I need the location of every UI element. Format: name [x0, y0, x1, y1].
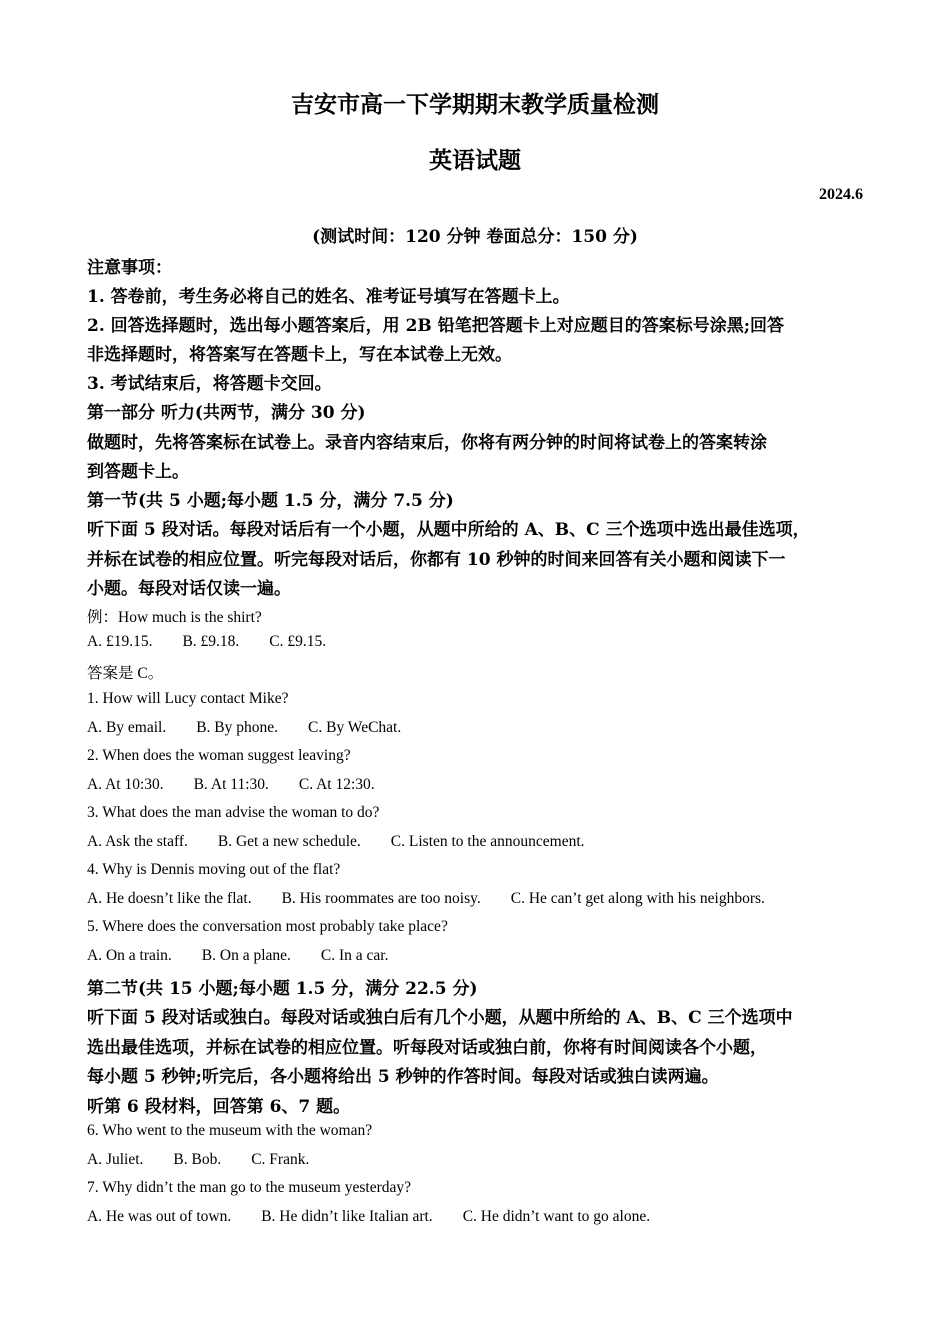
section2-instruction-line-1: 听下面 5 段对话或独白。每段对话或独白后有几个小题，从题中所给的 A、B、C 三个选项中 — [87, 1008, 793, 1028]
example-options — [87, 633, 356, 651]
question-7-options — [87, 1208, 680, 1226]
question-5-options — [87, 947, 418, 965]
option-c: C. Frank. — [251, 1151, 310, 1168]
section1-instruction-line-3: 小题。每段对话仅读一遍。 — [87, 579, 291, 599]
notes-heading: 注意事项： — [87, 258, 172, 278]
question-6-options — [87, 1151, 339, 1169]
option-b: B. His roommates are too noisy. — [281, 890, 481, 907]
section1-instruction-line-2: 并标在试卷的相应位置。听完每段对话后，你都有 10 秒钟的时间来回答有关小题和阅读下一 — [87, 550, 786, 570]
question-1-options — [87, 719, 431, 737]
section2-heading: 第二节(共 15 小题;每小题 1.5 分，满分 22.5 分) — [87, 979, 478, 999]
option-a: A. By email. — [87, 719, 167, 736]
example-question: 例：How much is the shirt? — [87, 609, 262, 626]
option-a: A. Juliet. — [87, 1151, 144, 1168]
example-answer: 答案是 C。 — [87, 665, 164, 682]
option-a: A. £19.15. — [87, 633, 153, 650]
option-c: C. He didn’t want to go alone. — [462, 1208, 651, 1225]
option-c: C. At 12:30. — [298, 776, 375, 793]
option-b: B. By phone. — [196, 719, 279, 736]
question-7: 7. Why didn’t the man go to the museum yesterday? — [87, 1179, 412, 1196]
section1-instruction-line-1: 听下面 5 段对话。每段对话后有一个小题，从题中所给的 A、B、C 三个选项中选出最佳选项， — [87, 520, 810, 540]
question-1: 1. How will Lucy contact Mike? — [87, 690, 289, 707]
option-a: A. He was out of town. — [87, 1208, 232, 1225]
option-a: A. Ask the staff. — [87, 833, 188, 850]
question-4: 4. Why is Dennis moving out of the flat? — [87, 861, 341, 878]
option-c: C. He can’t get along with his neighbors. — [510, 890, 765, 907]
option-a: A. At 10:30. — [87, 776, 164, 793]
option-c: C. In a car. — [320, 947, 389, 964]
option-a: A. He doesn’t like the flat. — [87, 890, 252, 907]
material-6-heading: 听第 6 段材料，回答第 6、7 题。 — [87, 1097, 351, 1117]
notes-item-2-line-1: 2. 回答选择题时，选出每小题答案后，用 2B 铅笔把答题卡上对应题目的答案标号涂黑;回答 — [87, 316, 784, 336]
option-b: B. He didn’t like Italian art. — [261, 1208, 433, 1225]
part1-instruction-line-1: 做题时，先将答案标在试卷上。录音内容结束后，你将有两分钟的时间将试卷上的答案转涂 — [87, 433, 767, 453]
question-6: 6. Who went to the museum with the woman? — [87, 1122, 373, 1139]
option-b: B. Bob. — [173, 1151, 222, 1168]
question-2-options — [87, 776, 405, 794]
part1-instruction-line-2: 到答题卡上。 — [87, 462, 189, 482]
part1-heading: 第一部分 听力(共两节，满分 30 分) — [87, 403, 366, 423]
option-b: B. At 11:30. — [193, 776, 269, 793]
section2-instruction-line-2: 选出最佳选项，并标在试卷的相应位置。听每段对话或独白前，你将有时间阅读各个小题， — [87, 1038, 767, 1058]
question-3-options — [87, 833, 615, 851]
question-4-options — [87, 890, 795, 908]
notes-item-3: 3. 考试结束后，将答题卡交回。 — [87, 374, 332, 394]
option-b: B. On a plane. — [201, 947, 291, 964]
notes-item-1: 1. 答卷前，考生务必将自己的姓名、准考证号填写在答题卡上。 — [87, 287, 570, 307]
question-2: 2. When does the woman suggest leaving? — [87, 747, 351, 764]
option-b: B. Get a new schedule. — [217, 833, 361, 850]
question-3: 3. What does the man advise the woman to do? — [87, 804, 380, 821]
subject-title: 英语试题 — [429, 147, 521, 174]
exam-title: 吉安市高一下学期期末教学质量检测 — [291, 91, 659, 118]
question-5: 5. Where does the conversation most probably take place? — [87, 918, 448, 935]
option-c: C. By WeChat. — [308, 719, 402, 736]
notes-item-2-line-2: 非选择题时，将答案写在答题卡上，写在本试卷上无效。 — [87, 345, 512, 365]
option-a: A. On a train. — [87, 947, 172, 964]
exam-date: 2024.6 — [819, 186, 863, 203]
option-c: C. £9.15. — [269, 633, 327, 650]
option-b: B. £9.18. — [182, 633, 240, 650]
section1-heading: 第一节(共 5 小题;每小题 1.5 分，满分 7.5 分) — [87, 491, 454, 511]
exam-timing: (测试时间：120 分钟 卷面总分：150 分) — [312, 227, 638, 247]
section2-instruction-line-3: 每小题 5 秒钟;听完后，各小题将给出 5 秒钟的作答时间。每段对话或独白读两遍。 — [87, 1067, 719, 1087]
option-c: C. Listen to the announcement. — [390, 833, 585, 850]
